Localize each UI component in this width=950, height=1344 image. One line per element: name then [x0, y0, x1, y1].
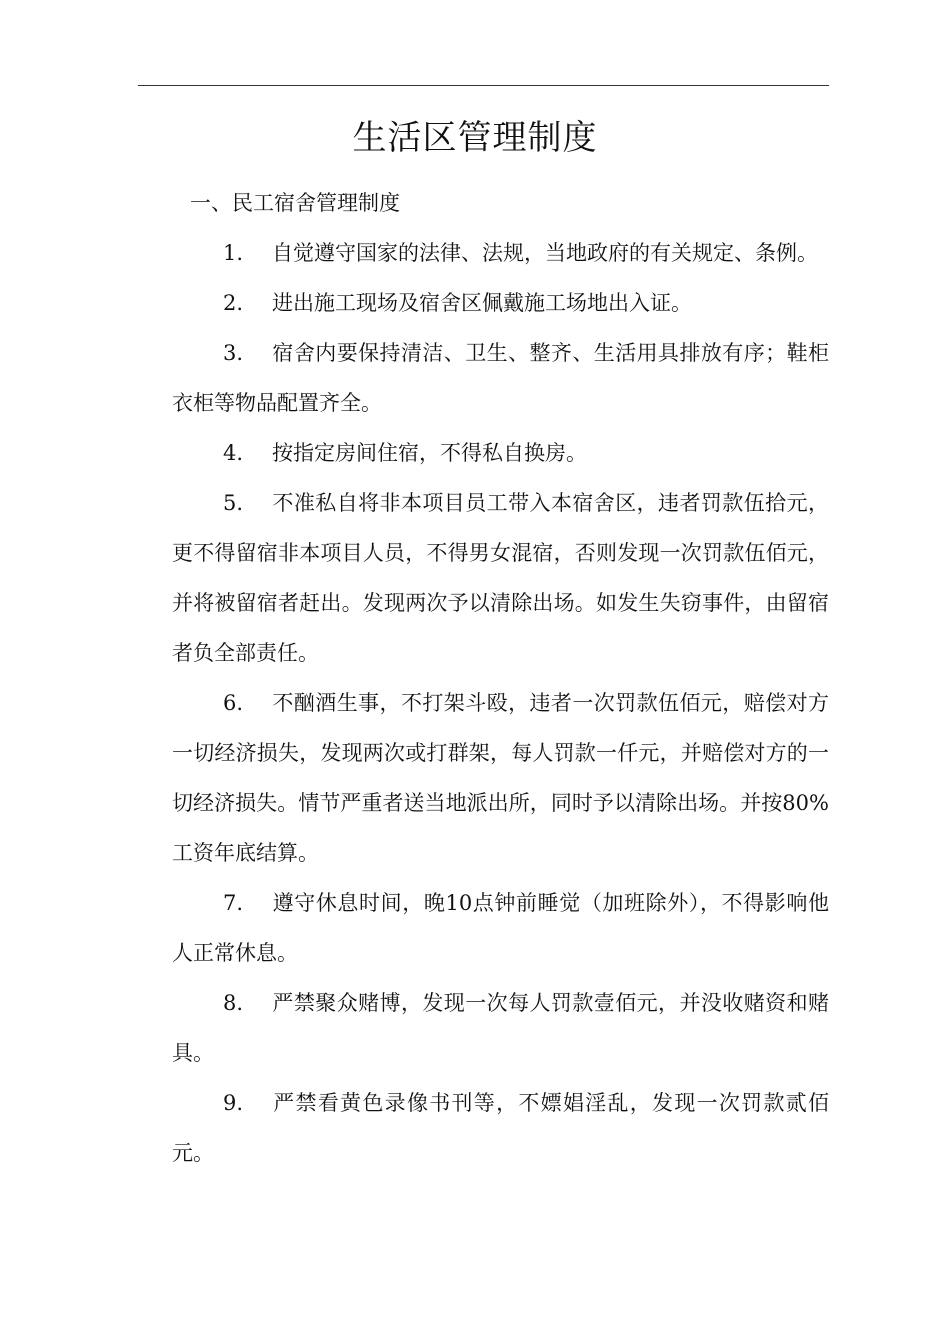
item-text: 自觉遵守国家的法律、法规，当地政府的有关规定、条例。 — [272, 241, 818, 265]
list-item — [172, 978, 829, 1078]
item-number: 4. — [223, 441, 244, 465]
list-item — [172, 228, 829, 278]
item-number: 5. — [223, 491, 244, 515]
item-text: 遵守休息时间，晚10点钟前睡觉（加班除外），不得影响他人正常休息。 — [172, 891, 829, 965]
section-heading: 一、民工宿舍管理制度 — [190, 191, 400, 215]
page-title: 生活区管理制度 — [352, 118, 598, 158]
item-text: 不酗酒生事，不打架斗殴，违者一次罚款伍佰元，赔偿对方一切经济损失，发现两次或打群架，每人罚款一仟元，并赔偿对方的一切经济损失。情节严重者送当地派出所，同时予以清除出场。并按80%工资年底结算。 — [172, 691, 829, 865]
item-text: 按指定房间住宿，不得私自换房。 — [272, 441, 587, 465]
item-number: 7. — [223, 891, 244, 915]
list-item — [172, 1078, 829, 1178]
item-text: 进出施工现场及宿舍区佩戴施工场地出入证。 — [272, 291, 692, 315]
list-item — [172, 428, 829, 478]
list-item — [172, 278, 829, 328]
item-number: 3. — [223, 341, 244, 365]
item-text: 不准私自将非本项目员工带入本宿舍区，违者罚款伍拾元，更不得留宿非本项目人员，不得男女混宿，否则发现一次罚款伍佰元，并将被留宿者赶出。发现两次予以清除出场。如发生失窃事件，由留宿者负全部责任。 — [172, 491, 829, 665]
header-rule — [138, 85, 829, 86]
item-text: 严禁聚众赌博，发现一次每人罚款壹佰元，并没收赌资和赌具。 — [172, 991, 829, 1065]
item-number: 6. — [223, 691, 244, 715]
item-number: 2. — [223, 291, 244, 315]
item-number: 8. — [223, 991, 244, 1015]
list-item — [172, 878, 829, 978]
list-item — [172, 678, 829, 878]
list-item — [172, 478, 829, 678]
item-number: 1. — [223, 241, 244, 265]
document-body — [172, 178, 829, 1178]
item-number: 9. — [223, 1091, 244, 1115]
list-item — [172, 328, 829, 428]
item-text: 宿舍内要保持清洁、卫生、整齐、生活用具排放有序；鞋柜衣柜等物品配置齐全。 — [172, 341, 829, 415]
item-text: 严禁看黄色录像书刊等，不嫖娼淫乱，发现一次罚款贰佰元。 — [172, 1091, 829, 1165]
